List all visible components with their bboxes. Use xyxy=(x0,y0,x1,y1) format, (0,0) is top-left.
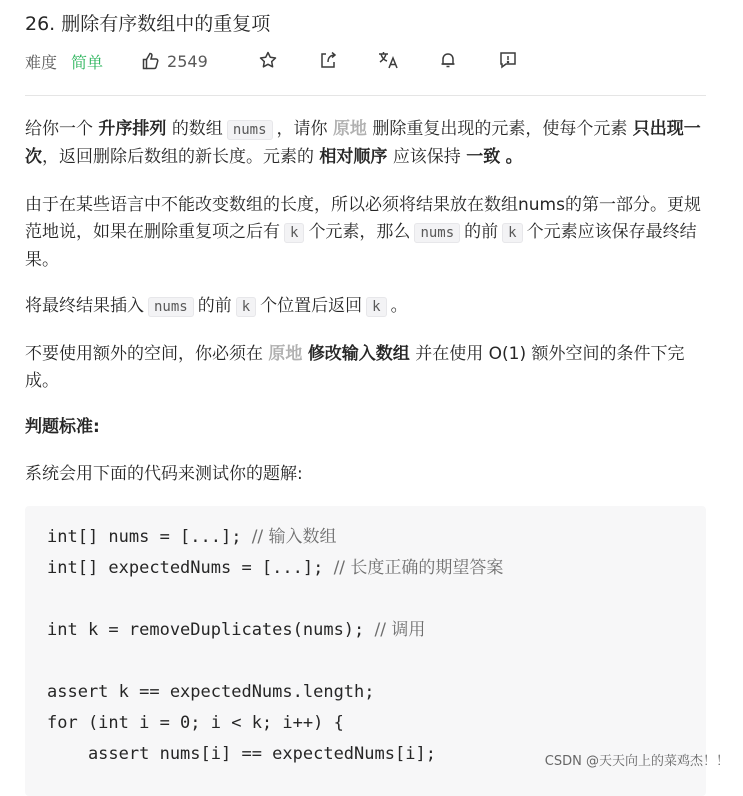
inline-code: k xyxy=(284,223,304,243)
star-icon xyxy=(258,50,278,70)
thumbs-up-icon xyxy=(141,51,161,71)
description-paragraph-4: 不要使用额外的空间，你必须在 原地 修改输入数组 并在使用 O(1) 额外空间的条件下完成。 xyxy=(25,344,685,391)
inline-code: nums xyxy=(227,120,273,140)
notify-button[interactable] xyxy=(436,48,460,72)
code-line-2: int[] expectedNums = [...]; // 长度正确的期望答案 xyxy=(47,558,504,578)
bell-icon xyxy=(438,50,458,70)
code-line-1: int[] nums = [...]; // 输入数组 xyxy=(47,527,337,547)
inline-code: nums xyxy=(148,297,194,317)
translate-icon xyxy=(377,50,399,70)
inline-code: k xyxy=(502,223,522,243)
code-line-6: assert nums[i] == expectedNums[i]; xyxy=(47,744,436,764)
translate-button[interactable] xyxy=(376,48,400,72)
description-paragraph-1: 给你一个 升序排列 的数组 nums ，请你 原地 删除重复出现的元素，使每个元素 只出现一次，返回删除后数组的新长度。元素的 相对顺序 应该保持 一致 。 xyxy=(25,119,701,167)
code-line-5: for (int i = 0; i < k; i++) { xyxy=(47,713,344,733)
description-paragraph-3: 将最终结果插入 nums 的前 k 个位置后返回 k 。 xyxy=(25,296,408,316)
description-paragraph-2: 由于在某些语言中不能改变数组的长度，所以必须将结果放在数组nums的第一部分。更规范地说，如果在删除重复项之后有 k 个元素，那么 nums 的前 k 个元素应该保存最终结果。 xyxy=(25,195,701,270)
feedback-icon xyxy=(498,50,518,70)
problem-title: 26. 删除有序数组中的重复项 xyxy=(25,13,271,35)
inline-code: nums xyxy=(414,223,460,243)
code-line-3: int k = removeDuplicates(nums); // 调用 xyxy=(47,620,426,640)
csdn-watermark: CSDN @天天向上的菜鸡杰！！ xyxy=(544,754,729,769)
difficulty-badge: 简单 xyxy=(71,52,104,72)
code-line-4: assert k == expectedNums.length; xyxy=(47,682,375,702)
like-button[interactable] xyxy=(141,51,208,71)
share-button[interactable] xyxy=(316,48,340,72)
share-icon xyxy=(318,50,338,70)
judge-text: 系统会用下面的代码来测试你的题解: xyxy=(25,464,303,484)
favorite-button[interactable] xyxy=(256,48,280,72)
difficulty-label: 难度 xyxy=(25,52,58,72)
inline-code: k xyxy=(236,297,256,317)
header-divider xyxy=(25,95,706,96)
like-count: 2549 xyxy=(167,51,208,71)
inline-code: k xyxy=(366,297,386,317)
feedback-button[interactable] xyxy=(496,48,520,72)
judge-heading: 判题标准: xyxy=(25,417,100,437)
problem-meta-bar xyxy=(25,47,208,75)
